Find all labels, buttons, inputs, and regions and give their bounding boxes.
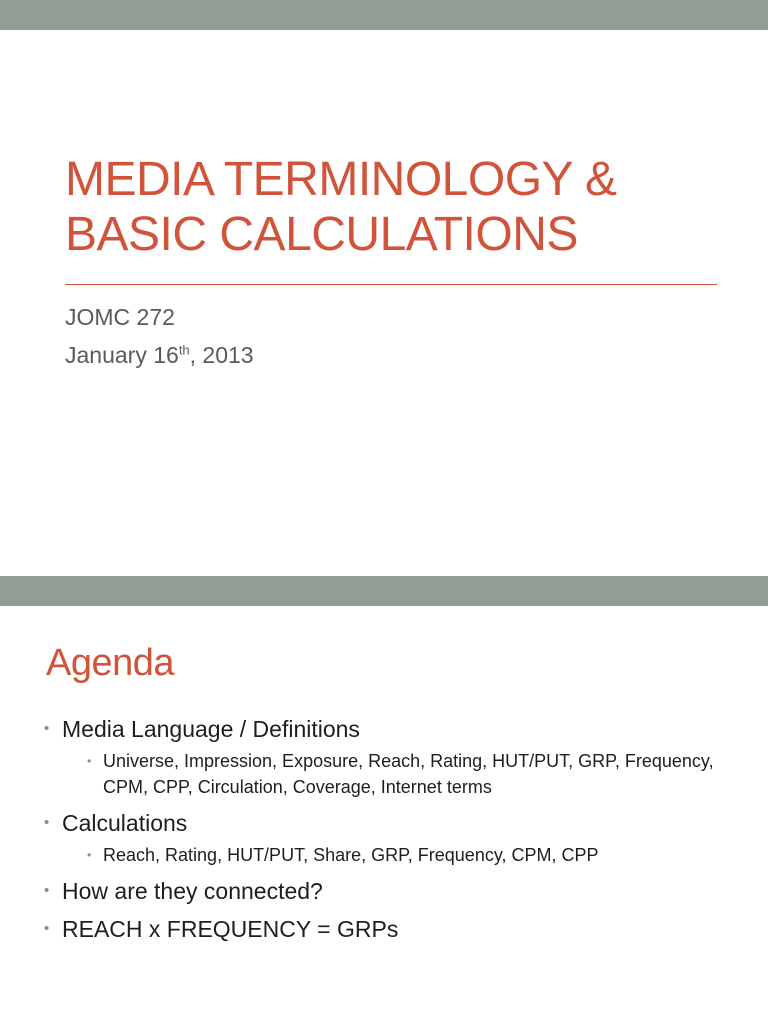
agenda-item: [44, 910, 744, 948]
slide-header-band: [0, 576, 768, 606]
bullet-icon: •: [87, 754, 92, 768]
date-year: , 2013: [189, 342, 254, 368]
agenda-item: [44, 872, 744, 910]
agenda-item-text: Calculations: [62, 810, 188, 836]
bullet-icon: •: [87, 848, 92, 862]
agenda-slide: [0, 576, 768, 1024]
agenda-item-text: REACH x FREQUENCY = GRPs: [62, 916, 399, 942]
bullet-icon: •: [44, 814, 50, 831]
agenda-title: Agenda: [46, 642, 175, 684]
agenda-sublist: [62, 748, 744, 800]
agenda-list: [44, 710, 744, 948]
slide-title-line-2: BASIC CALCULATIONS: [65, 208, 578, 261]
agenda-subitem-text: Reach, Rating, HUT/PUT, Share, GRP, Frequency, CPM, CPP: [103, 845, 599, 865]
agenda-item-text: How are they connected?: [62, 878, 323, 904]
agenda-subitem-text: Universe, Impression, Exposure, Reach, Rating, HUT/PUT, GRP, Frequency, CPM, CPP, Circulation, Coverage, Internet terms: [103, 751, 714, 797]
slide-title: [65, 152, 745, 262]
slide-title-line-1: MEDIA TERMINOLOGY &: [65, 153, 617, 206]
bullet-icon: •: [44, 720, 50, 737]
bullet-icon: •: [44, 920, 50, 937]
agenda-subitem: [62, 748, 744, 800]
slide-subtitle: [65, 298, 254, 374]
agenda-sublist: [62, 842, 744, 868]
date-month-day: January 16: [65, 342, 179, 368]
date-ordinal-suffix: th: [178, 342, 190, 358]
slide-header-band: [0, 0, 768, 30]
agenda-subitem: [62, 842, 744, 868]
agenda-item: [44, 804, 744, 868]
title-divider: [65, 284, 717, 285]
agenda-item-text: Media Language / Definitions: [62, 716, 360, 742]
course-code: JOMC 272: [65, 304, 175, 330]
bullet-icon: •: [44, 882, 50, 899]
presentation-date: [65, 336, 254, 374]
agenda-item: [44, 710, 744, 800]
